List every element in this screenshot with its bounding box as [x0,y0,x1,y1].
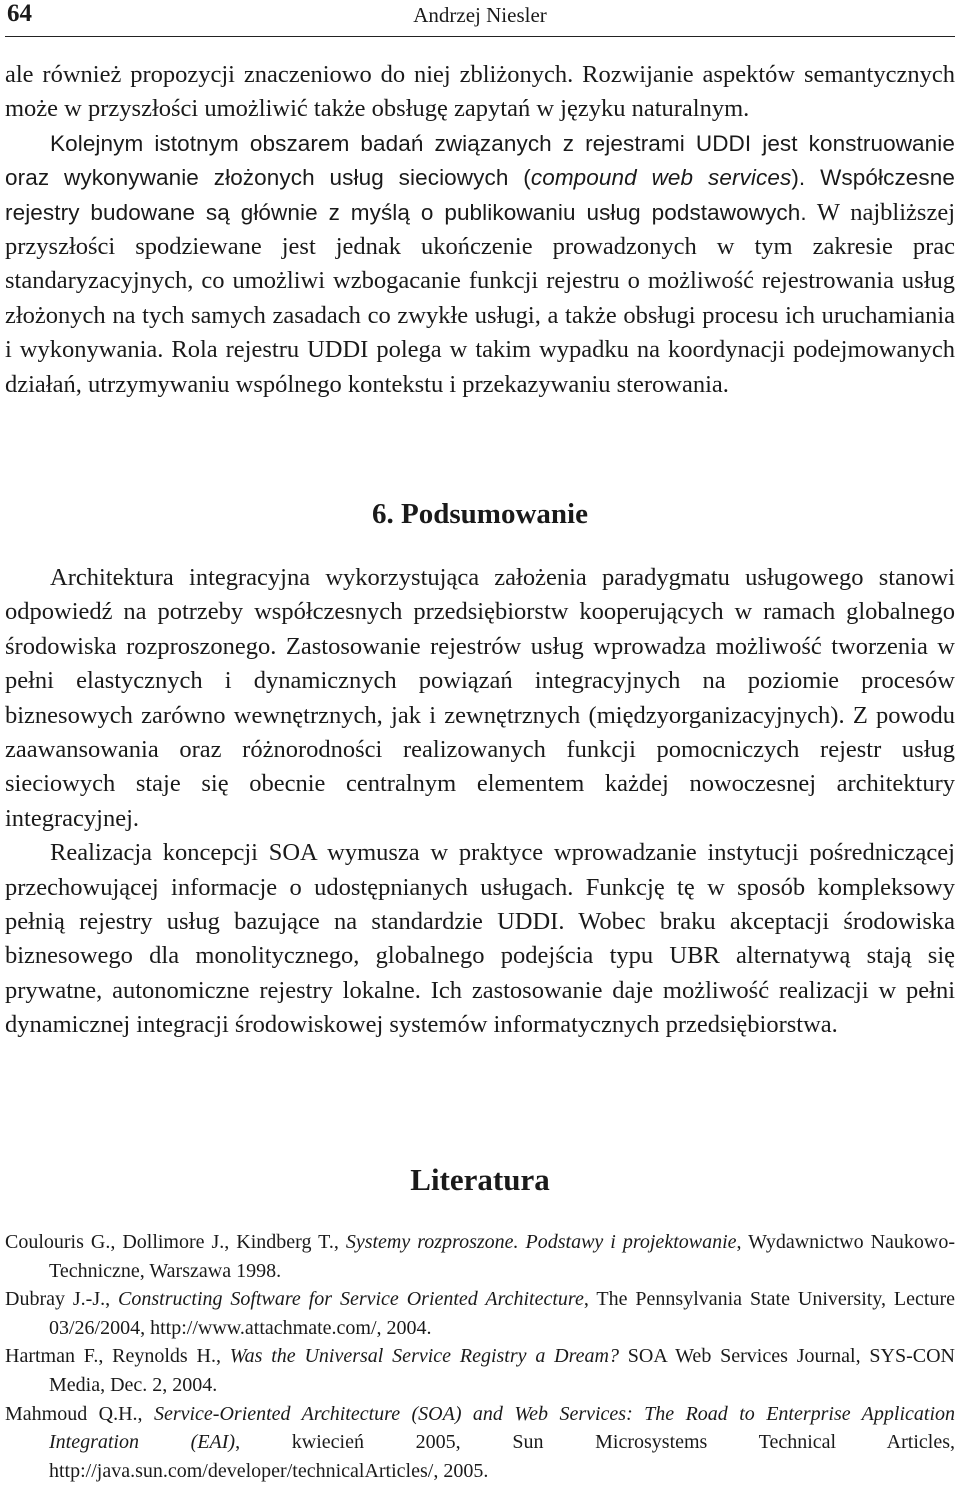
reference-authors: Dubray J.-J., [5,1288,119,1311]
literature-heading: Literatura [410,1162,550,1197]
sans-text-part: ). Współczesne rejestry budowane są głównie z myślą o publikowaniu usług podstawowych. [5,165,955,225]
sans-text-part: Kolejnym istotnym obszarem badań związanych z rejestrami UDDI jest konstruowanie oraz wykonywanie złożonych usług sieciowych ( [5,130,955,191]
reference-details: , Wydawnictwo Naukowo-Techniczne, Warszawa 1998. [49,1231,956,1282]
reference-details: SOA Web Services Journal, SYS-CON Media, Dec. 2, 2004. [49,1345,955,1396]
summary-text [5,561,955,1043]
reference-item [5,1400,955,1486]
reference-title: Was the Universal Service Registry a Dream? [229,1345,619,1368]
italic-term: compound web services [530,165,792,191]
reference-title: Systemy rozproszone. Podstawy i projektowanie [345,1231,737,1253]
reference-details: , kwiecień 2005, Sun Microsystems Technical Articles, http://java.sun.com/developer/technicalArticles/, 2005. [49,1431,955,1482]
paragraph-compound-services [5,127,955,402]
reference-details: , The Pennsylvania State University, Lecture 03/26/2004, http://www.attachmate.com/, 2004. [49,1288,955,1339]
reference-item [5,1228,955,1285]
reference-title: Service-Oriented Architecture (SOA) and Web Services: The Road to Enterprise Application Integration (EAI) [49,1402,956,1454]
page-number: 64 [7,0,32,27]
paragraph-serif-text: W najbliższej przyszłości spodziewane jest jednak ukończenie prowadzonych w tym zakresie prac standaryzacyjnych, co umożliwi wzbogacanie funkcji rejestru o możliwość rejestrowania usług złożonych na tych samych zasadach co zwykłe usługi, a także obsługi procesu ich uruchamiania i wykonywania. Rola rejestru UDDI polega w takim wypadku na koordynacji podejmowanych działań, utrzymywaniu wspólnego kontekstu i przekazywaniu sterowania. [5,198,955,398]
reference-authors: Mahmoud Q.H., [5,1402,154,1425]
reference-authors: Hartman F., Reynolds H., [5,1345,230,1368]
running-head-author: Andrzej Niesler [413,3,547,27]
reference-title: Constructing Software for Service Oriented Architecture [118,1288,584,1311]
reference-item [5,1285,955,1342]
paragraph-text: ale również propozycji znaczeniowo do niej zbliżonych. Rozwijanie aspektów semantycznych może w przyszłości umożliwić także obsługę zapytań w języku naturalnym. [5,61,955,123]
section-heading: 6. Podsumowanie [372,498,588,530]
reference-item [5,1342,955,1399]
reference-list [5,1228,955,1485]
summary-paragraph-1: Architektura integracyjna wykorzystująca założenia paradygmatu usługowego stanowi odpowiedź na potrzeby współczesnych przedsiębiorstw kooperujących w ramach globalnego środowiska rozproszonego. Zastosowanie rejestrów usług wprowadza możliwość tworzenia w pełni elastycznych i dynamicznych powiązań integracyjnych na poziomie procesów biznesowych zarówno wewnętrznych, jak i zewnętrznych (międzyorganizacyjnych). Z powodu zaawansowania oraz różnorodności realizowanych funkcji pomocniczych rejestr usług sieciowych staje się obecnie centralnym elementem każdej nowoczesnej architektury integracyjnej. [5,564,955,832]
reference-authors: Coulouris G., Dollimore J., Kindberg T., [5,1231,346,1253]
summary-paragraph-2: Realizacja koncepcji SOA wymusza w praktyce wprowadzanie instytucji pośredniczącej przechowującej informacje o udostępnianych usługach. Funkcję tę w sposób kompleksowy pełnią rejestry usług bazujące na standardzie UDDI. Wobec braku akceptacji środowiska biznesowego dla monolitycznego, globalnego podejścia typu UBR alternatywą stają się prywatne, autonomiczne rejestry lokalne. Ich zastosowanie daje możliwość realizacji w pełni dynamicznej integracji środowiskowej systemów informatycznych przedsiębiorstwa. [5,839,955,1039]
paragraph-continuation [5,58,955,127]
page-header [5,0,955,37]
intro-text [5,58,955,402]
